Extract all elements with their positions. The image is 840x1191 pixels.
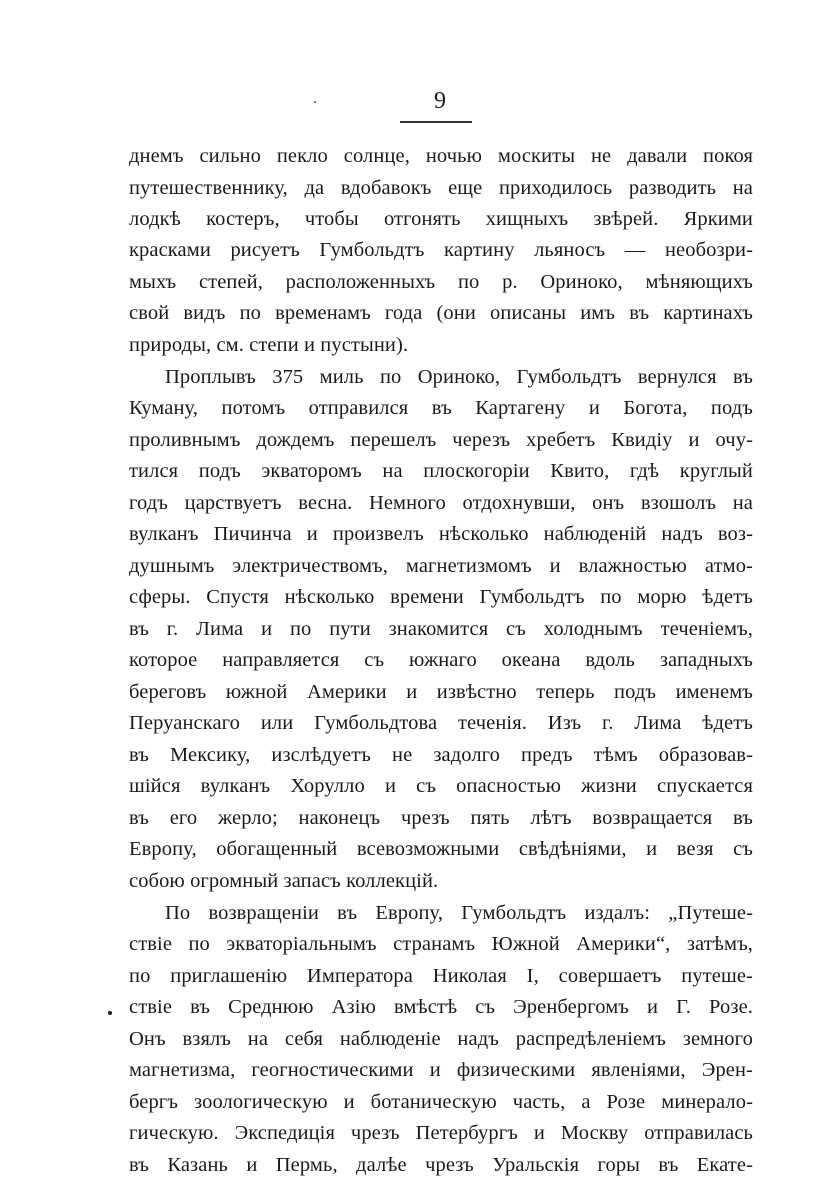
text-line: въ г. Лима и по пути знакомится съ холоднымъ теченiемъ,	[129, 618, 753, 640]
text-line: по приглашенiю Императора Николая I, совершаетъ путеше-	[129, 965, 753, 987]
text-line: которое направляется съ южнаго океана вдоль западныхъ	[129, 649, 753, 671]
text-line: лодкѣ костеръ, чтобы отгонять хищныхъ звѣрей. Яркими	[129, 208, 753, 230]
text-line: сферы. Спустя нѣсколько времени Гумбольдтъ по морю ѣдетъ	[129, 586, 753, 608]
text-line: душнымъ электричествомъ, магнетизмомъ и влажностью атмо-	[129, 555, 753, 577]
text-line: свой видъ по временамъ года (они описаны имъ въ картинахъ	[129, 302, 753, 324]
text-line: Проплывъ 375 миль по Ориноко, Гумбольдтъ вернулся въ	[165, 366, 753, 388]
text-line: днемъ сильно пекло солнце, ночью москиты не давали покоя	[129, 145, 753, 167]
text-line: годъ царствуетъ весна. Немного отдохнувши, онъ взошолъ на	[129, 492, 753, 514]
text-line: Онъ взялъ на себя наблюденiе надъ распредѣленiемъ земного	[129, 1028, 753, 1050]
text-line: красками рисуетъ Гумбольдтъ картину льяносъ — необозри-	[129, 239, 753, 261]
print-speck	[314, 101, 316, 103]
text-line: природы, см. степи и пустыни).	[129, 334, 409, 356]
text-line: вулканъ Пичинча и произвелъ нѣсколько наблюденiй надъ воз-	[129, 523, 753, 545]
header-rule	[400, 121, 472, 123]
text-line: По возвращенiи въ Европу, Гумбольдтъ издалъ: „Путеше-	[165, 902, 753, 924]
text-line: тился подъ экваторомъ на плоскогорiи Квито, гдѣ круглый	[129, 460, 753, 482]
margin-mark	[108, 1011, 112, 1015]
text-line: въ Мексику, изслѣдуетъ не задолго предъ тѣмъ образовав-	[129, 744, 753, 766]
text-line: гическую. Экспедицiя чрезъ Петербургъ и Москву отправилась	[129, 1122, 753, 1144]
text-line: шiйся вулканъ Хорулло и съ опасностью жизни спускается	[129, 775, 753, 797]
text-line: въ его жерло; наконецъ чрезъ пять лѣтъ возвращается въ	[129, 807, 753, 829]
text-line: путешественнику, да вдобавокъ еще приходилось разводить на	[129, 177, 753, 199]
text-line: береговъ южной Америки и извѣстно теперь подъ именемъ	[129, 681, 753, 703]
text-line: мыхъ степей, расположенныхъ по р. Ориноко, мѣняющихъ	[129, 271, 753, 293]
text-line: Куману, потомъ отправился въ Картагену и Богота, подъ	[129, 397, 753, 419]
text-line: магнетизма, геогностическими и физическими явленiями, Эрен-	[129, 1059, 753, 1081]
text-line: проливнымъ дождемъ перешелъ черезъ хребетъ Квидiу и очу-	[129, 429, 753, 451]
text-line: Перуанскаго или Гумбольдтова теченiя. Изъ г. Лима ѣдетъ	[129, 712, 753, 734]
text-line: въ Казань и Пермь, далѣе чрезъ Уральскiя горы въ Екате-	[129, 1154, 753, 1176]
text-line: ствiе по экваторiальнымъ странамъ Южной Америки“, затѣмъ,	[129, 933, 753, 955]
text-line: собою огромный запасъ коллекцiй.	[129, 870, 439, 892]
page-number: 9	[434, 88, 446, 114]
text-line: бергъ зоологическую и ботаническую часть, а Розе минерало-	[129, 1091, 753, 1113]
text-line: ствiе въ Среднюю Азiю вмѣстѣ съ Эренбергомъ и Г. Розе.	[129, 996, 753, 1018]
text-line: Европу, обогащенный всевозможными свѣдѣнiями, и везя съ	[129, 838, 753, 860]
